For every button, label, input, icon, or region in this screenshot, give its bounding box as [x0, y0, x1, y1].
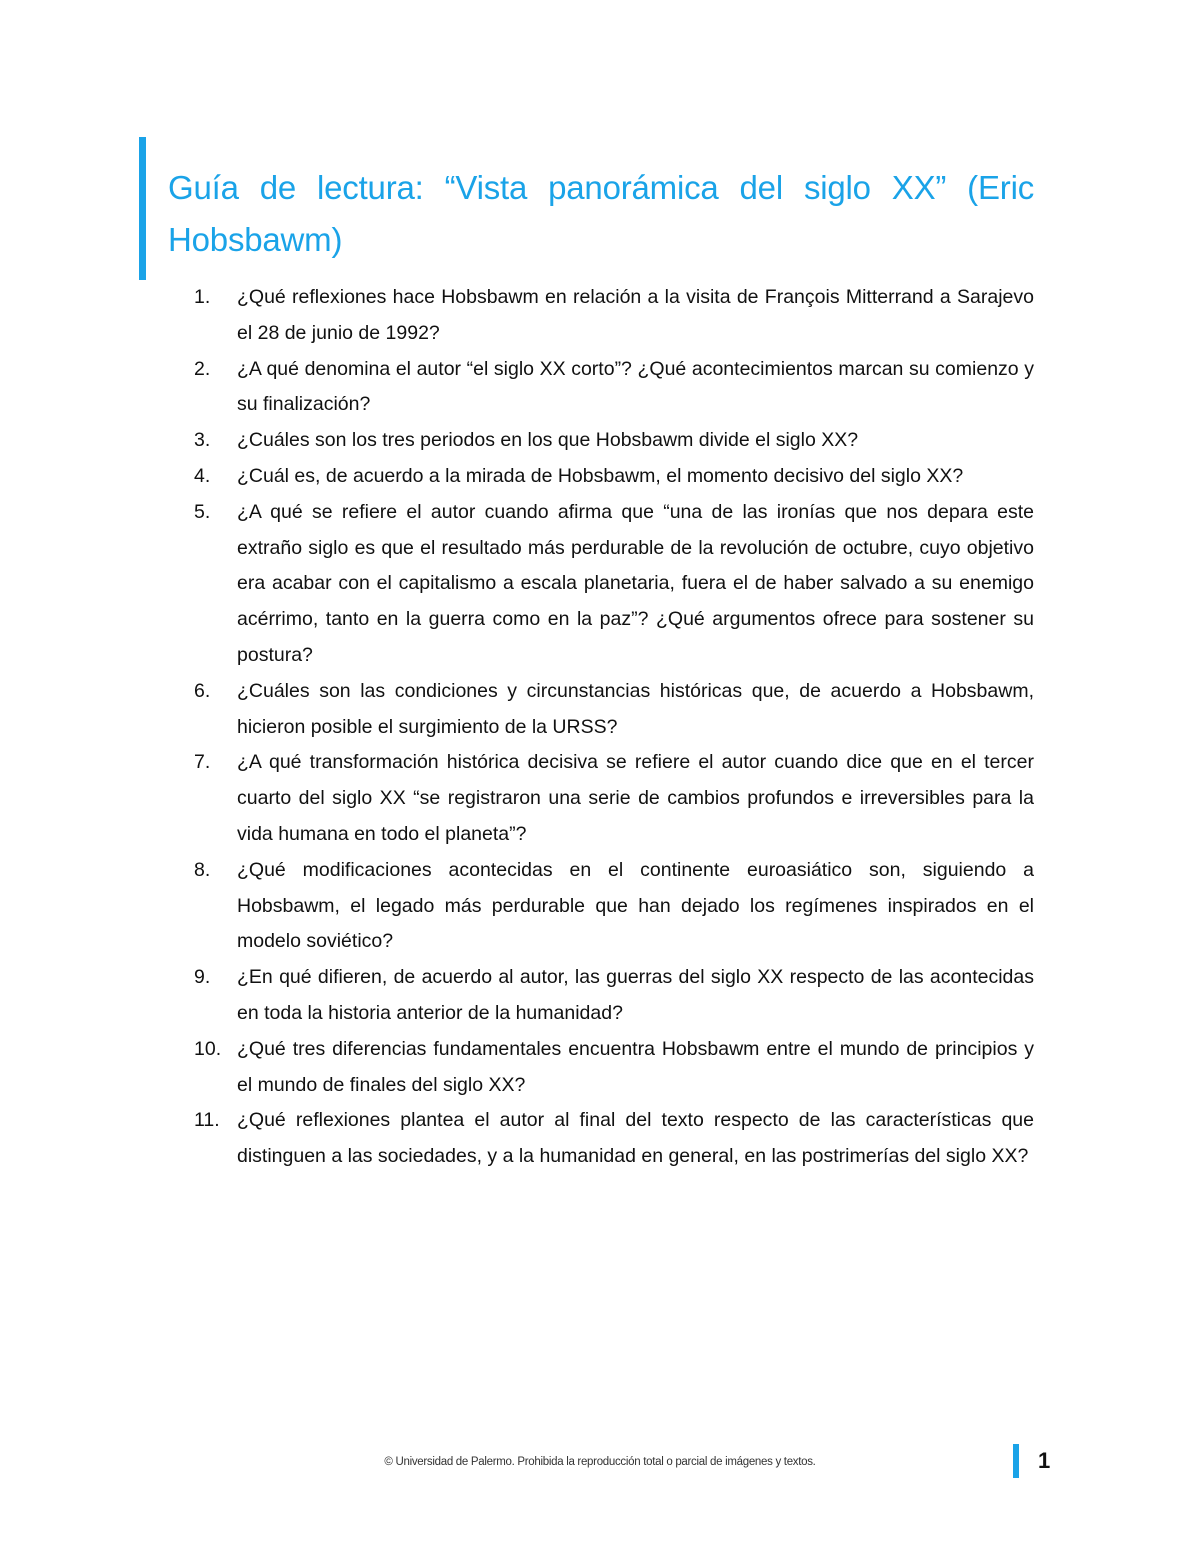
question-number: 7. [194, 751, 211, 774]
title-accent-bar [139, 137, 146, 280]
footer-accent-bar [1013, 1444, 1019, 1478]
question-item [194, 1103, 1034, 1175]
question-text: ¿A qué transformación histórica decisiva se refiere el autor cuando dice que en el tercer cuarto del siglo XX “se registraron una serie de cambios profundos e irreversibles para la vida humana en todo el planeta”? [237, 751, 1034, 845]
question-text: ¿Qué reflexiones hace Hobsbawm en relación a la visita de François Mitterrand a Sarajevo el 28 de junio de 1992? [237, 286, 1034, 344]
footer-copyright: © Universidad de Palermo. Prohibida la reproducción total o parcial de imágenes y textos. [384, 1456, 816, 1468]
question-number: 10. [194, 1037, 222, 1060]
question-text: ¿Cuál es, de acuerdo a la mirada de Hobsbawm, el momento decisivo del siglo XX? [237, 464, 964, 487]
question-number: 3. [194, 429, 211, 452]
question-text: ¿Qué reflexiones plantea el autor al final del texto respecto de las características que distinguen a las sociedades, y a la humanidad en general, en las postrimerías del siglo XX? [237, 1109, 1034, 1168]
question-item [194, 1032, 1034, 1104]
question-text: ¿Qué tres diferencias fundamentales encuentra Hobsbawm entre el mundo de principios y el mundo de finales del siglo XX? [237, 1037, 1034, 1096]
question-item [194, 745, 1034, 852]
question-number: 2. [194, 357, 211, 380]
question-text: ¿A qué denomina el autor “el siglo XX corto”? ¿Qué acontecimientos marcan su comienzo y su finalización? [237, 357, 1034, 416]
question-item [194, 960, 1034, 1032]
question-number: 6. [194, 679, 211, 702]
question-number: 4. [194, 464, 211, 487]
question-text: ¿Cuáles son los tres periodos en los que Hobsbawm divide el siglo XX? [237, 429, 859, 452]
question-number: 1. [194, 286, 211, 308]
page-number: 1 [1038, 1448, 1051, 1473]
question-number: 8. [194, 858, 211, 881]
question-text: ¿Cuáles son las condiciones y circunstancias históricas que, de acuerdo a Hobsbawm, hicieron posible el surgimiento de la URSS? [237, 679, 1034, 738]
question-item [194, 674, 1034, 746]
question-number: 9. [194, 966, 211, 989]
question-text: ¿En qué difieren, de acuerdo al autor, las guerras del siglo XX respecto de las acontecidas en toda la historia anterior de la humanidad? [237, 966, 1034, 1024]
question-item [194, 495, 1034, 674]
question-item [194, 853, 1034, 960]
document-title: Guía de lectura: “Vista panorámica del siglo XX” (Eric Hobsbawm) [168, 169, 1034, 258]
question-item [194, 280, 1034, 352]
question-item [194, 423, 1034, 459]
question-item [194, 459, 1034, 495]
question-number: 5. [194, 500, 211, 523]
question-text: ¿A qué se refiere el autor cuando afirma que “una de las ironías que nos depara este extraño siglo es que el resultado más perdurable de la revolución de octubre, cuyo objetivo era acabar con el capitalismo a escala planetaria, fuera el de haber salvado a su enemigo acérrimo, tanto en la guerra como en la paz”? ¿Qué argumentos ofrece para sostener su postura? [237, 500, 1034, 666]
question-number: 11. [194, 1109, 220, 1132]
question-list [194, 280, 1034, 1175]
question-item [194, 352, 1034, 424]
question-text: ¿Qué modificaciones acontecidas en el continente euroasiático son, siguiendo a Hobsbawm, el legado más perdurable que han dejado los regímenes inspirados en el modelo soviético? [237, 858, 1034, 953]
